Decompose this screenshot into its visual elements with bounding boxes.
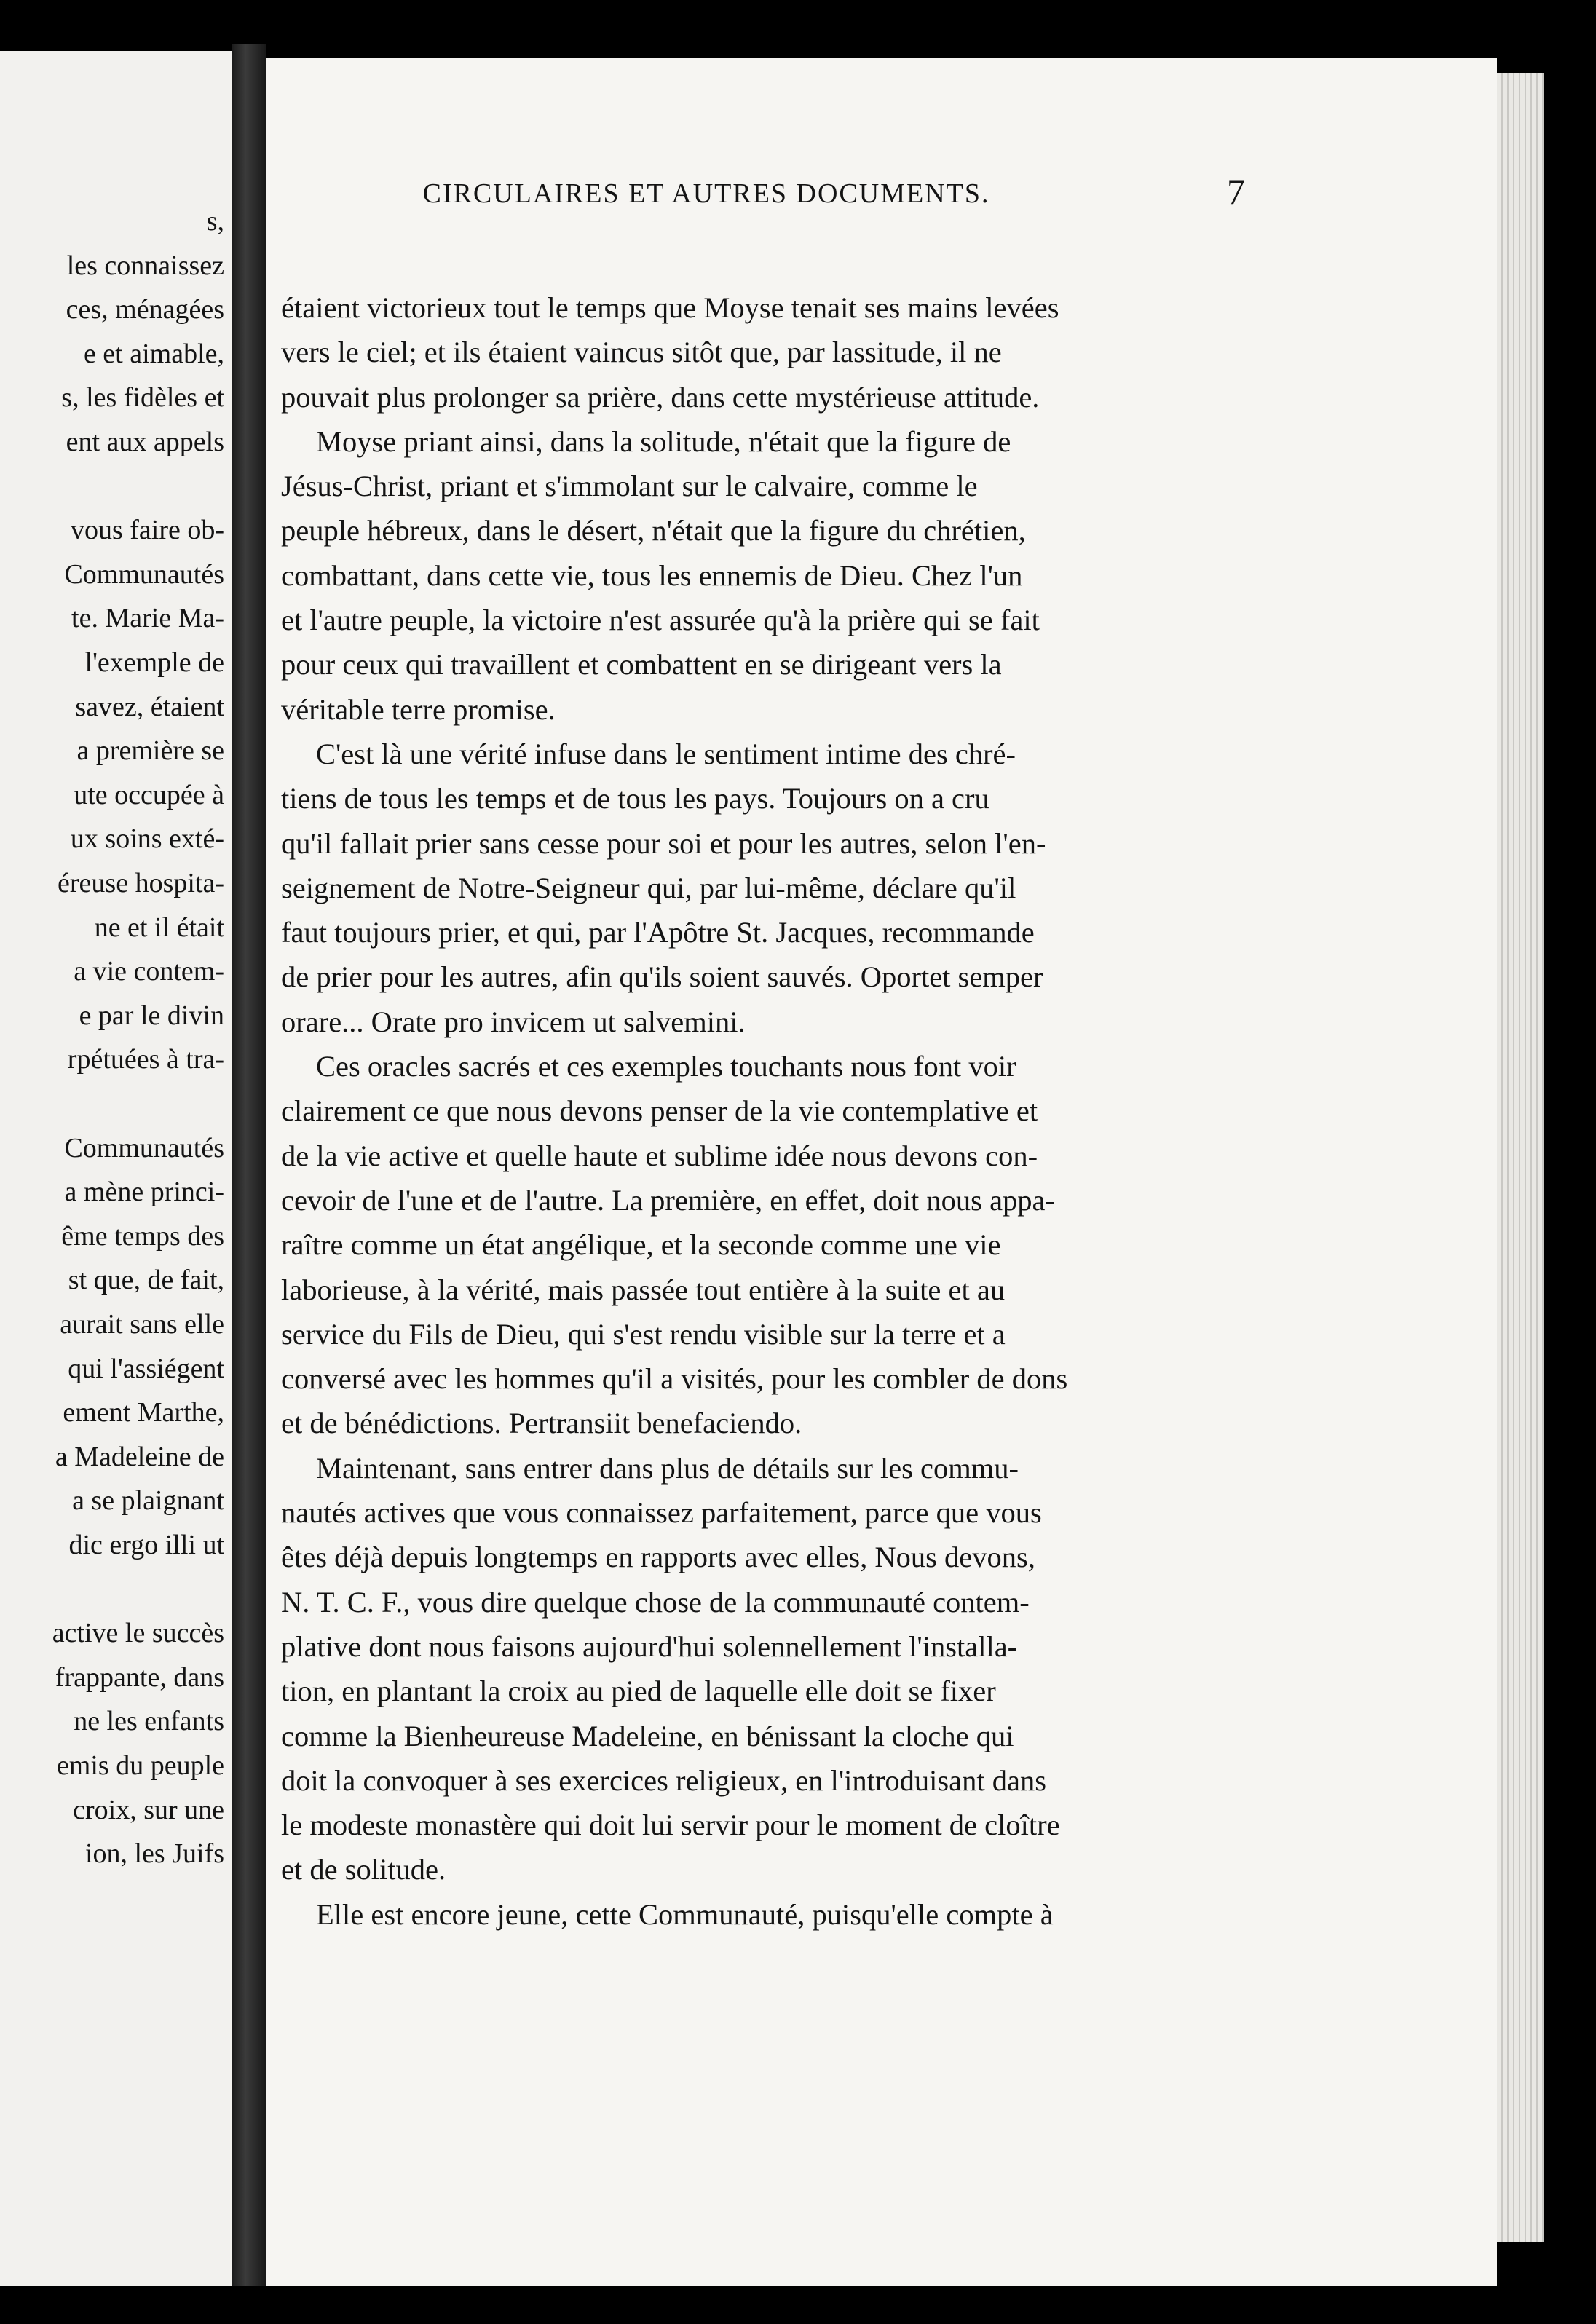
previous-page-line: st que, de fait, [68,1265,224,1296]
text-line: laborieuse, à la vérité, mais passée tout entière à la suite et au [281,1273,1006,1306]
text-line: de prier pour les autres, afin qu'ils soient sauvés. Oportet semper [281,960,1043,994]
previous-page-line: l'exemple de [84,647,224,678]
text-line: et de bénédictions. Pertransiit benefaciendo. [281,1407,802,1440]
text-line: doit la convoquer à ses exercices religieux, en l'introduisant dans [281,1763,1046,1797]
previous-page-line: ême temps des [61,1220,224,1252]
previous-page-line: éreuse hospita- [58,868,224,898]
text-line: N. T. C. F., vous dire quelque chose de la communauté contem- [281,1585,1030,1618]
page-edge [1497,73,1544,2242]
previous-page-line: Communautés [64,558,224,590]
previous-page-line: rpétuées à tra- [67,1044,224,1075]
previous-page-line: savez, étaient [75,691,224,722]
page-number: 7 [1227,171,1245,212]
text-line: êtes déjà depuis longtemps en rapports avec elles, Nous devons, [281,1541,1035,1574]
previous-page-fragment [0,51,232,2286]
text-line: cevoir de l'une et de l'autre. La première, en effet, doit nous appa- [281,1183,1056,1217]
previous-page-line: a Madeleine de [55,1441,224,1472]
previous-page-line: frappante, dans [55,1661,224,1693]
text-line: étaient victorieux tout le temps que Moyse tenait ses mains levées [281,291,1059,324]
text-line: véritable terre promise. [281,692,556,726]
text-line: service du Fils de Dieu, qui s'est rendu visible sur la terre et a [281,1317,1006,1351]
text-line: le modeste monastère qui doit lui servir pour le moment de cloître [281,1809,1060,1842]
text-line: et l'autre peuple, la victoire n'est assurée qu'à la prière qui se fait [281,604,1040,637]
text-line: peuple hébreux, dans le désert, n'était que la figure du chrétien, [281,514,1026,548]
previous-page-line: ne les enfants [74,1706,224,1737]
text-line: tiens de tous les temps et de tous les pays. Toujours on a cru [281,782,989,815]
previous-page-line: ent aux appels [66,427,224,457]
previous-page-line: Communautés [64,1132,224,1163]
text-line: clairement ce que nous devons penser de la vie contemplative et [281,1094,1038,1128]
text-line: orare... Orate pro invicem ut salvemini. [281,1005,746,1038]
previous-page-line: e par le divin [79,1000,224,1031]
previous-page-line: s, [206,206,224,237]
text-line: Maintenant, sans entrer dans plus de détails sur les commu- [316,1451,1019,1485]
previous-page-line: ces, ménagées [66,294,224,325]
text-line: Elle est encore jeune, cette Communauté, puisqu'elle compte à [316,1897,1054,1931]
text-line: conversé avec les hommes qu'il a visités, pour les combler de dons [281,1362,1068,1396]
text-line: de la vie active et quelle haute et sublime idée nous devons con- [281,1139,1038,1172]
text-line: qu'il fallait prier sans cesse pour soi et pour les autres, selon l'en- [281,826,1046,860]
text-line: C'est là une vérité infuse dans le sentiment intime des chré- [316,737,1016,770]
text-line: faut toujours prier, et qui, par l'Apôtre St. Jacques, recommande [281,916,1035,949]
previous-page-line: active le succès [52,1618,224,1649]
previous-page-line: e et aimable, [83,338,224,369]
text-line: nautés actives que vous connaissez parfaitement, parce que vous [281,1496,1042,1530]
text-line: Jésus-Christ, priant et s'immolant sur le calvaire, comme le [281,470,978,503]
text-line: comme la Bienheureuse Madeleine, en bénissant la cloche qui [281,1719,1014,1752]
previous-page-line: croix, sur une [73,1794,224,1825]
text-line: tion, en plantant la croix au pied de laquelle elle doit se fixer [281,1675,996,1708]
previous-page-line: a mène princi- [64,1177,224,1208]
text-line: seignement de Notre-Seigneur qui, par lui-même, déclare qu'il [281,871,1016,904]
previous-page-line: a se plaignant [72,1485,224,1517]
running-head-title: CIRCULAIRES ET AUTRES DOCUMENTS. [422,178,990,209]
book-gutter [232,44,266,2286]
previous-page-line: a première se [76,735,224,767]
text-line: et de solitude. [281,1853,446,1886]
previous-page-line: vous faire ob- [70,515,224,546]
previous-page-line: te. Marie Ma- [71,603,224,634]
previous-page-line: dic ergo illi ut [68,1530,224,1560]
previous-page-line: s, les fidèles et [61,382,224,414]
running-head [167,171,1245,229]
text-line: raître comme un état angélique, et la seconde comme une vie [281,1228,1001,1262]
previous-page-line: ion, les Juifs [84,1838,224,1870]
text-line: plative dont nous faisons aujourd'hui solennellement l'installa- [281,1629,1018,1663]
previous-page-line: qui l'assiégent [68,1353,224,1384]
previous-page-line: ute occupée à [74,779,224,810]
previous-page-line: ne et il était [94,912,224,943]
previous-page-line: emis du peuple [56,1750,224,1781]
previous-page-line: a vie contem- [74,956,224,987]
text-line: pouvait plus prolonger sa prière, dans cette mystérieuse attitude. [281,380,1040,414]
text-line: Moyse priant ainsi, dans la solitude, n'était que la figure de [316,424,1011,458]
text-line: combattant, dans cette vie, tous les ennemis de Dieu. Chez l'un [281,558,1023,592]
body-text [281,285,1254,1937]
previous-page-line: les connaissez [66,250,224,281]
previous-page-line: ux soins exté- [70,823,224,855]
text-line: vers le ciel; et ils étaient vaincus sitôt que, par lassitude, il ne [281,336,1002,369]
text-line: Ces oracles sacrés et ces exemples touchants nous font voir [316,1050,1016,1083]
text-line: pour ceux qui travaillent et combattent en se dirigeant vers la [281,648,1002,681]
previous-page-line: ement Marthe, [63,1397,224,1428]
previous-page-line: aurait sans elle [60,1309,224,1340]
